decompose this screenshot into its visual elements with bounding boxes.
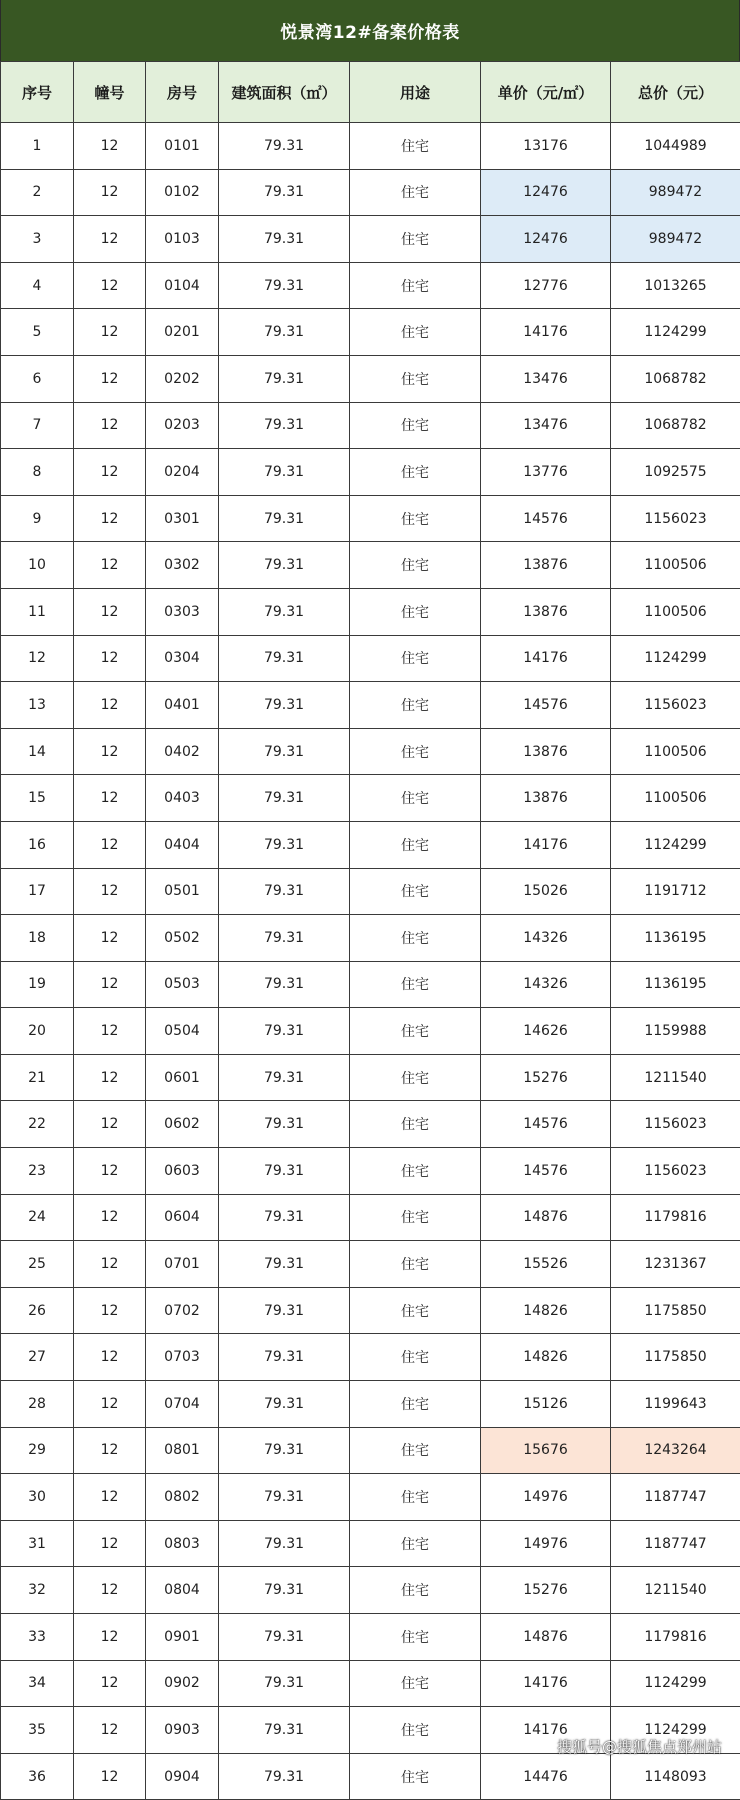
cell-building: 12 [74,1474,146,1521]
cell-seq: 31 [1,1520,74,1567]
cell-total-price: 1044989 [611,123,740,170]
cell-building: 12 [74,868,146,915]
header-seq: 序号 [1,62,74,123]
cell-use: 住宅 [350,216,481,263]
cell-use: 住宅 [350,1381,481,1428]
cell-area: 79.31 [219,728,350,775]
cell-unit-price: 14976 [481,1520,611,1567]
cell-room: 0604 [146,1194,219,1241]
cell-unit-price: 14576 [481,682,611,729]
cell-area: 79.31 [219,1287,350,1334]
cell-building: 12 [74,1194,146,1241]
table-row [1,1194,740,1241]
cell-unit-price: 14326 [481,915,611,962]
cell-seq: 29 [1,1427,74,1474]
cell-seq: 14 [1,728,74,775]
table-row [1,961,740,1008]
cell-seq: 20 [1,1008,74,1055]
cell-use: 住宅 [350,728,481,775]
watermark: 搜狐号@搜狐焦点郑州站 [557,1736,722,1757]
cell-total-price: 989472 [611,216,740,263]
cell-total-price: 1124299 [611,1660,740,1707]
cell-use: 住宅 [350,1241,481,1288]
cell-total-price: 1179816 [611,1194,740,1241]
table-title: 悦景湾12#备案价格表 [0,0,740,61]
table-row [1,1660,740,1707]
cell-room: 0502 [146,915,219,962]
cell-use: 住宅 [350,1707,481,1754]
cell-room: 0903 [146,1707,219,1754]
cell-area: 79.31 [219,1054,350,1101]
cell-room: 0402 [146,728,219,775]
cell-unit-price: 14826 [481,1334,611,1381]
cell-total-price: 1124299 [611,309,740,356]
cell-area: 79.31 [219,1008,350,1055]
cell-use: 住宅 [350,915,481,962]
cell-room: 0403 [146,775,219,822]
table-row [1,775,740,822]
table-row [1,728,740,775]
cell-room: 0802 [146,1474,219,1521]
cell-unit-price: 13876 [481,588,611,635]
cell-unit-price: 15526 [481,1241,611,1288]
table-row [1,1101,740,1148]
cell-unit-price: 13776 [481,449,611,496]
cell-unit-price: 13876 [481,775,611,822]
cell-seq: 25 [1,1241,74,1288]
cell-total-price: 1124299 [611,635,740,682]
cell-building: 12 [74,1287,146,1334]
cell-room: 0104 [146,262,219,309]
cell-unit-price: 13476 [481,402,611,449]
cell-use: 住宅 [350,1334,481,1381]
cell-unit-price: 14576 [481,495,611,542]
cell-room: 0302 [146,542,219,589]
cell-area: 79.31 [219,682,350,729]
table-row [1,1287,740,1334]
cell-use: 住宅 [350,1520,481,1567]
cell-seq: 13 [1,682,74,729]
cell-area: 79.31 [219,1334,350,1381]
cell-unit-price: 14176 [481,309,611,356]
cell-seq: 5 [1,309,74,356]
cell-building: 12 [74,682,146,729]
cell-room: 0904 [146,1753,219,1800]
table-row [1,1520,740,1567]
cell-total-price: 1092575 [611,449,740,496]
cell-unit-price: 13176 [481,123,611,170]
cell-total-price: 1013265 [611,262,740,309]
cell-use: 住宅 [350,961,481,1008]
table-row [1,355,740,402]
cell-building: 12 [74,1520,146,1567]
cell-seq: 6 [1,355,74,402]
cell-building: 12 [74,262,146,309]
cell-room: 0101 [146,123,219,170]
cell-seq: 16 [1,821,74,868]
cell-area: 79.31 [219,1660,350,1707]
cell-use: 住宅 [350,123,481,170]
cell-unit-price: 13876 [481,728,611,775]
cell-room: 0601 [146,1054,219,1101]
table-row [1,262,740,309]
cell-total-price: 1156023 [611,495,740,542]
cell-use: 住宅 [350,1567,481,1614]
cell-room: 0603 [146,1148,219,1195]
cell-total-price: 1100506 [611,542,740,589]
cell-unit-price: 12476 [481,169,611,216]
price-table [0,61,740,1800]
cell-total-price: 1199643 [611,1381,740,1428]
cell-seq: 28 [1,1381,74,1428]
cell-area: 79.31 [219,1101,350,1148]
cell-room: 0901 [146,1614,219,1661]
cell-area: 79.31 [219,775,350,822]
cell-building: 12 [74,821,146,868]
cell-use: 住宅 [350,588,481,635]
cell-building: 12 [74,728,146,775]
cell-building: 12 [74,588,146,635]
table-row [1,1381,740,1428]
cell-building: 12 [74,1241,146,1288]
cell-seq: 9 [1,495,74,542]
cell-use: 住宅 [350,309,481,356]
cell-area: 79.31 [219,1148,350,1195]
cell-unit-price: 14826 [481,1287,611,1334]
cell-use: 住宅 [350,262,481,309]
cell-use: 住宅 [350,1287,481,1334]
cell-seq: 3 [1,216,74,263]
table-row [1,821,740,868]
cell-total-price: 1156023 [611,682,740,729]
cell-room: 0304 [146,635,219,682]
table-row [1,1054,740,1101]
cell-total-price: 1156023 [611,1101,740,1148]
cell-use: 住宅 [350,542,481,589]
cell-room: 0902 [146,1660,219,1707]
cell-seq: 35 [1,1707,74,1754]
table-row [1,588,740,635]
cell-seq: 30 [1,1474,74,1521]
cell-use: 住宅 [350,402,481,449]
table-row [1,216,740,263]
cell-room: 0801 [146,1427,219,1474]
cell-unit-price: 15126 [481,1381,611,1428]
cell-building: 12 [74,775,146,822]
cell-seq: 32 [1,1567,74,1614]
table-row [1,1614,740,1661]
cell-area: 79.31 [219,262,350,309]
cell-total-price: 1068782 [611,402,740,449]
cell-building: 12 [74,1614,146,1661]
cell-use: 住宅 [350,1427,481,1474]
cell-unit-price: 15676 [481,1427,611,1474]
cell-room: 0202 [146,355,219,402]
cell-unit-price: 12776 [481,262,611,309]
cell-building: 12 [74,1148,146,1195]
cell-building: 12 [74,1567,146,1614]
cell-seq: 19 [1,961,74,1008]
cell-room: 0301 [146,495,219,542]
cell-use: 住宅 [350,1008,481,1055]
cell-area: 79.31 [219,1707,350,1754]
header-row [1,62,740,123]
cell-total-price: 1175850 [611,1287,740,1334]
cell-building: 12 [74,495,146,542]
cell-area: 79.31 [219,495,350,542]
cell-area: 79.31 [219,309,350,356]
cell-room: 0204 [146,449,219,496]
cell-total-price: 1159988 [611,1008,740,1055]
header-room: 房号 [146,62,219,123]
cell-area: 79.31 [219,868,350,915]
cell-building: 12 [74,309,146,356]
cell-use: 住宅 [350,355,481,402]
cell-unit-price: 14176 [481,635,611,682]
table-row [1,1241,740,1288]
table-row [1,868,740,915]
cell-use: 住宅 [350,449,481,496]
cell-area: 79.31 [219,123,350,170]
table-row [1,169,740,216]
cell-building: 12 [74,402,146,449]
cell-area: 79.31 [219,542,350,589]
cell-unit-price: 14176 [481,1707,611,1754]
cell-total-price: 1124299 [611,821,740,868]
header-building: 幢号 [74,62,146,123]
cell-building: 12 [74,216,146,263]
table-row [1,123,740,170]
cell-area: 79.31 [219,355,350,402]
cell-unit-price: 14976 [481,1474,611,1521]
cell-room: 0704 [146,1381,219,1428]
table-row [1,635,740,682]
cell-seq: 12 [1,635,74,682]
cell-building: 12 [74,1008,146,1055]
cell-building: 12 [74,1753,146,1800]
cell-room: 0504 [146,1008,219,1055]
cell-building: 12 [74,961,146,1008]
cell-room: 0703 [146,1334,219,1381]
cell-building: 12 [74,1707,146,1754]
cell-area: 79.31 [219,1474,350,1521]
cell-area: 79.31 [219,635,350,682]
cell-building: 12 [74,355,146,402]
cell-total-price: 1187747 [611,1474,740,1521]
cell-use: 住宅 [350,1148,481,1195]
cell-area: 79.31 [219,1194,350,1241]
table-row [1,495,740,542]
cell-total-price: 1211540 [611,1567,740,1614]
cell-building: 12 [74,1101,146,1148]
cell-room: 0102 [146,169,219,216]
table-row [1,1753,740,1800]
cell-room: 0702 [146,1287,219,1334]
header-total-price: 总价（元） [611,62,740,123]
cell-building: 12 [74,449,146,496]
cell-area: 79.31 [219,821,350,868]
cell-area: 79.31 [219,1381,350,1428]
cell-area: 79.31 [219,402,350,449]
cell-seq: 27 [1,1334,74,1381]
cell-total-price: 1100506 [611,775,740,822]
cell-use: 住宅 [350,821,481,868]
table-row [1,1008,740,1055]
cell-room: 0201 [146,309,219,356]
cell-unit-price: 14326 [481,961,611,1008]
cell-use: 住宅 [350,1054,481,1101]
cell-room: 0401 [146,682,219,729]
cell-area: 79.31 [219,1241,350,1288]
cell-room: 0404 [146,821,219,868]
cell-seq: 33 [1,1614,74,1661]
cell-room: 0501 [146,868,219,915]
cell-seq: 26 [1,1287,74,1334]
cell-unit-price: 14876 [481,1194,611,1241]
cell-area: 79.31 [219,588,350,635]
header-unit-price: 单价（元/㎡） [481,62,611,123]
table-row [1,1334,740,1381]
cell-use: 住宅 [350,682,481,729]
cell-building: 12 [74,635,146,682]
cell-unit-price: 14576 [481,1101,611,1148]
cell-unit-price: 14576 [481,1148,611,1195]
cell-seq: 18 [1,915,74,962]
cell-area: 79.31 [219,1520,350,1567]
cell-area: 79.31 [219,1567,350,1614]
cell-seq: 36 [1,1753,74,1800]
cell-unit-price: 13476 [481,355,611,402]
cell-unit-price: 14476 [481,1753,611,1800]
cell-total-price: 1136195 [611,915,740,962]
cell-total-price: 989472 [611,169,740,216]
cell-total-price: 1179816 [611,1614,740,1661]
cell-total-price: 1187747 [611,1520,740,1567]
cell-total-price: 1191712 [611,868,740,915]
cell-building: 12 [74,1660,146,1707]
cell-seq: 8 [1,449,74,496]
cell-building: 12 [74,542,146,589]
cell-area: 79.31 [219,915,350,962]
table-row [1,449,740,496]
cell-unit-price: 14876 [481,1614,611,1661]
cell-unit-price: 14626 [481,1008,611,1055]
cell-unit-price: 15026 [481,868,611,915]
header-use: 用途 [350,62,481,123]
cell-total-price: 1124299 [611,1707,740,1754]
table-row [1,1474,740,1521]
cell-use: 住宅 [350,169,481,216]
cell-room: 0701 [146,1241,219,1288]
cell-area: 79.31 [219,169,350,216]
cell-total-price: 1243264 [611,1427,740,1474]
cell-seq: 17 [1,868,74,915]
cell-room: 0803 [146,1520,219,1567]
cell-room: 0804 [146,1567,219,1614]
cell-use: 住宅 [350,1660,481,1707]
cell-seq: 7 [1,402,74,449]
cell-seq: 23 [1,1148,74,1195]
table-row [1,1567,740,1614]
table-row [1,1427,740,1474]
cell-use: 住宅 [350,1753,481,1800]
cell-use: 住宅 [350,1614,481,1661]
table-row [1,682,740,729]
table-row [1,402,740,449]
cell-total-price: 1156023 [611,1148,740,1195]
cell-seq: 4 [1,262,74,309]
cell-area: 79.31 [219,449,350,496]
cell-room: 0602 [146,1101,219,1148]
cell-room: 0303 [146,588,219,635]
cell-unit-price: 15276 [481,1567,611,1614]
cell-unit-price: 13876 [481,542,611,589]
table-body [1,123,740,1800]
cell-total-price: 1231367 [611,1241,740,1288]
cell-total-price: 1100506 [611,728,740,775]
cell-seq: 24 [1,1194,74,1241]
cell-seq: 2 [1,169,74,216]
cell-building: 12 [74,1381,146,1428]
table-row [1,915,740,962]
cell-total-price: 1175850 [611,1334,740,1381]
cell-use: 住宅 [350,1474,481,1521]
cell-room: 0203 [146,402,219,449]
cell-use: 住宅 [350,635,481,682]
cell-use: 住宅 [350,1101,481,1148]
cell-building: 12 [74,1427,146,1474]
cell-unit-price: 15276 [481,1054,611,1101]
cell-building: 12 [74,169,146,216]
cell-seq: 15 [1,775,74,822]
cell-use: 住宅 [350,775,481,822]
cell-seq: 11 [1,588,74,635]
cell-unit-price: 14176 [481,821,611,868]
cell-seq: 1 [1,123,74,170]
cell-total-price: 1148093 [611,1753,740,1800]
cell-area: 79.31 [219,1427,350,1474]
cell-seq: 21 [1,1054,74,1101]
cell-building: 12 [74,915,146,962]
cell-unit-price: 12476 [481,216,611,263]
cell-total-price: 1068782 [611,355,740,402]
table-row [1,1148,740,1195]
cell-total-price: 1211540 [611,1054,740,1101]
table-row [1,542,740,589]
cell-area: 79.31 [219,216,350,263]
cell-room: 0103 [146,216,219,263]
cell-unit-price: 14176 [481,1660,611,1707]
cell-seq: 10 [1,542,74,589]
cell-area: 79.31 [219,1614,350,1661]
cell-seq: 22 [1,1101,74,1148]
cell-building: 12 [74,123,146,170]
table-row [1,309,740,356]
cell-use: 住宅 [350,495,481,542]
cell-area: 79.31 [219,961,350,1008]
cell-building: 12 [74,1054,146,1101]
cell-total-price: 1136195 [611,961,740,1008]
cell-use: 住宅 [350,1194,481,1241]
cell-building: 12 [74,1334,146,1381]
cell-room: 0503 [146,961,219,1008]
header-area: 建筑面积（㎡） [219,62,350,123]
cell-total-price: 1100506 [611,588,740,635]
cell-area: 79.31 [219,1753,350,1800]
cell-use: 住宅 [350,868,481,915]
cell-seq: 34 [1,1660,74,1707]
